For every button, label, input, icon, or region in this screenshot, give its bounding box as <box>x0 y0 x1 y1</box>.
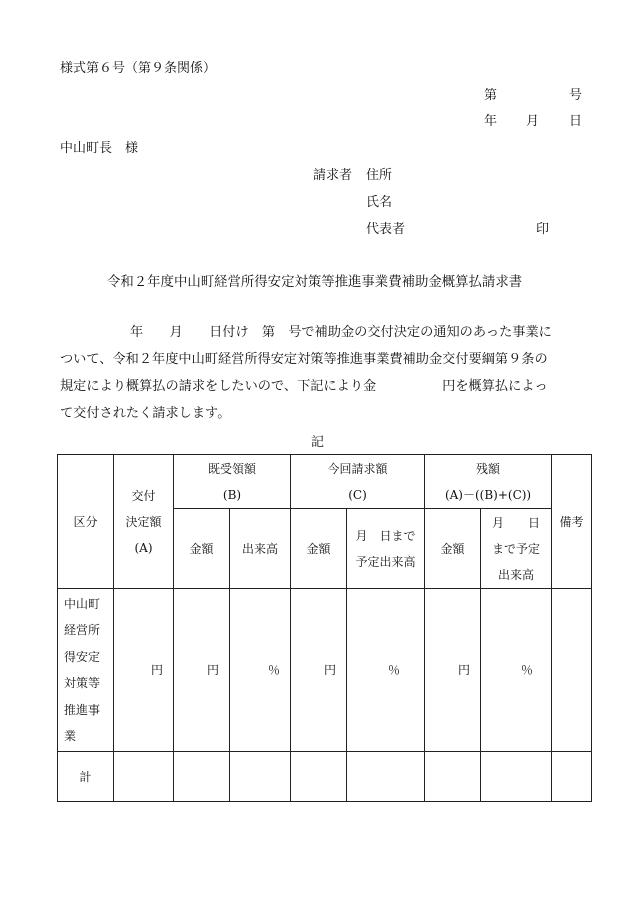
cell-kiju-kingaku: 円 <box>174 589 230 752</box>
seal-mark: 印 <box>536 222 550 237</box>
name-label: 氏名 <box>366 195 393 210</box>
header-kettei <box>114 455 174 589</box>
header-kiju-dekidaka: 出来高 <box>230 509 291 589</box>
form-number: 様式第６号（第９条関係） <box>60 61 217 76</box>
date-day: 日 <box>569 114 583 129</box>
header-zan-kingaku: 金額 <box>425 509 481 589</box>
header-zangaku <box>425 455 552 509</box>
header-konkai-line1: 今回請求額 <box>327 461 388 476</box>
body-text <box>60 319 582 427</box>
ki-heading: 記 <box>311 435 325 450</box>
requester-label: 請求者 <box>313 168 353 183</box>
total-cell <box>347 752 425 802</box>
header-zangaku-line2: (A)－((B)+(C)) <box>444 487 532 502</box>
row-label-line: 得安定 <box>64 649 101 664</box>
header-konkai-yotei-line1: 月 日まで <box>355 528 416 543</box>
header-konkai-line2: (C) <box>348 487 367 502</box>
header-kiju-line1: 既受領額 <box>208 461 257 476</box>
header-bikou: 備考 <box>552 455 592 589</box>
header-kiju-line2: (B) <box>222 487 242 502</box>
row-label-line: 業 <box>64 729 77 743</box>
total-cell <box>114 752 174 802</box>
address-label: 住所 <box>366 168 393 183</box>
header-kubun: 区分 <box>58 455 114 589</box>
addressee: 中山町長 様 <box>60 141 139 156</box>
cell-konkai-kingaku: 円 <box>291 589 347 752</box>
header-konkai <box>291 455 425 509</box>
doc-number-dai: 第 <box>484 88 498 103</box>
header-kiju <box>174 455 291 509</box>
body-line-2: ついて、令和２年度中山町経営所得安定対策等推進事業費補助金交付要綱第９条の <box>60 352 548 367</box>
total-cell <box>230 752 291 802</box>
total-cell <box>174 752 230 802</box>
document-title: 令和２年度中山町経営所得安定対策等推進事業費補助金概算払請求書 <box>107 275 523 290</box>
header-kiju-kingaku: 金額 <box>174 509 230 589</box>
total-cell <box>425 752 481 802</box>
body-line-3: 規定により概算払の請求をしたいので、下記により金 円を概算払によっ <box>60 379 548 394</box>
total-cell <box>552 752 592 802</box>
cell-kettei: 円 <box>114 589 174 752</box>
row-label-line: 中山町 <box>64 596 101 611</box>
date-year: 年 <box>484 114 498 129</box>
body-line-1: 年 月 日付け 第 号で補助金の交付決定の通知のあった事業に <box>130 325 552 340</box>
cell-zan-kingaku: 円 <box>425 589 481 752</box>
header-kettei-line1: 交付 <box>131 488 156 503</box>
row-label-line: 経営所 <box>64 623 101 637</box>
cell-zan-yotei: ％ <box>481 589 552 752</box>
row-label-jigyo <box>58 589 114 752</box>
header-konkai-kingaku: 金額 <box>291 509 347 589</box>
cell-kiju-dekidaka: ％ <box>230 589 291 752</box>
date-month: 月 <box>526 114 540 129</box>
row-label-line: 対策等 <box>64 676 101 690</box>
header-zan-yotei-line3: 出来高 <box>498 567 535 582</box>
doc-number-go: 号 <box>569 88 583 103</box>
total-cell <box>291 752 347 802</box>
header-zan-yotei-line2: まで予定 <box>492 541 541 556</box>
body-line-4: て交付されたく請求します。 <box>60 406 231 421</box>
header-zangaku-line1: 残額 <box>476 461 501 476</box>
header-konkai-yotei <box>347 509 425 589</box>
representative-label: 代表者 <box>366 222 406 237</box>
cell-bikou <box>552 589 592 752</box>
cell-konkai-yotei: ％ <box>347 589 425 752</box>
total-cell <box>481 752 552 802</box>
payment-table <box>57 454 592 802</box>
header-kettei-line3: (A) <box>134 540 153 555</box>
header-zan-yotei <box>481 509 552 589</box>
total-label: 計 <box>58 752 114 802</box>
header-zan-yotei-line1: 月 日 <box>492 515 541 530</box>
header-konkai-yotei-line2: 予定出来高 <box>355 554 416 569</box>
row-label-line: 推進事 <box>64 702 101 717</box>
header-kettei-line2: 決定額 <box>125 514 162 529</box>
